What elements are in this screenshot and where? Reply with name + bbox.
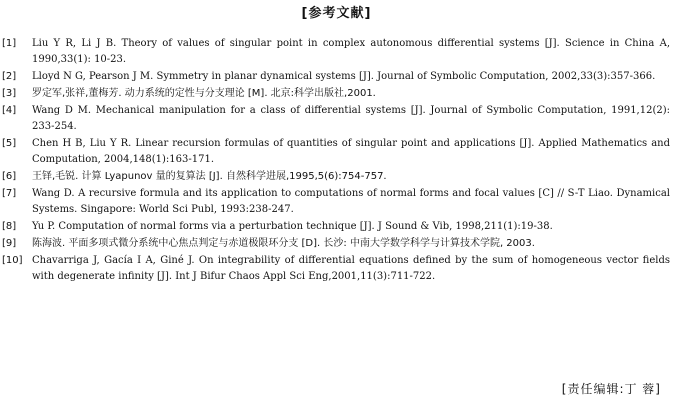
reference-text: Lloyd N G, Pearson J M. Symmetry in planar dynamical systems [J]. Journal of Symbolic Computation, 2002,33(3):357-366. [32, 71, 656, 82]
reference-text: Yu P. Computation of normal forms via a perturbation technique [J]. J Sound & Vib, 1998,211(1):19-38. [32, 221, 553, 232]
reference-item [2, 86, 670, 102]
reference-number: [5] [2, 138, 17, 149]
reference-item [2, 103, 670, 135]
reference-number: [3] [2, 88, 17, 99]
reference-number: [2] [2, 71, 17, 82]
reference-text: Chen H B, Liu Y R. Linear recursion formulas of quantities of singular point and applications [J]. Applied Mathematics and Computation, 2004,148(1):163-171. [32, 138, 670, 165]
reference-list [2, 36, 670, 286]
reference-number: [10] [2, 255, 23, 266]
reference-item [2, 236, 670, 252]
reference-item [2, 36, 670, 68]
reference-text: 罗定军,张祥,董梅芳. 动力系统的定性与分支理论 [M]. 北京:科学出版社,2001. [32, 88, 376, 99]
references-heading: [参考文献] [301, 6, 372, 21]
reference-text: Liu Y R, Li J B. Theory of values of singular point in complex autonomous differential systems [J]. Science in China A, 1990,33(1): 10-23. [32, 38, 670, 65]
reference-item [2, 186, 670, 218]
reference-item [2, 253, 670, 285]
reference-text: 陈海波. 平面多项式微分系统中心焦点判定与赤道极限环分支 [D]. 长沙: 中南大学数学科学与计算技术学院, 2003. [32, 238, 535, 249]
reference-text: Wang D. A recursive formula and its application to computations of normal forms and focal values [C] // S-T Liao. Dynamical Systems. Singapore: World Sci Publ, 1993:238-247. [32, 188, 670, 215]
reference-number: [6] [2, 171, 17, 182]
reference-item [2, 219, 670, 235]
reference-number: [8] [2, 221, 17, 232]
reference-number: [4] [2, 105, 17, 116]
reference-text: Chavarriga J, Gacía I A, Giné J. On integrability of differential equations defined by the sum of homogeneous vector fields with degenerate infinity [J]. Int J Bifur Chaos Appl Sci Eng,2001,11(3):711-722. [32, 255, 670, 282]
reference-text: Wang D M. Mechanical manipulation for a class of differential systems [J]. Journal of Symbolic Computation, 1991,12(2): 233-254. [32, 105, 670, 132]
reference-item [2, 69, 670, 85]
reference-item [2, 169, 670, 185]
reference-number: [7] [2, 188, 17, 199]
reference-number: [1] [2, 38, 17, 49]
reference-item [2, 136, 670, 168]
responsible-editor: [责任编辑:丁 蓉] [561, 382, 661, 396]
reference-number: [9] [2, 238, 17, 249]
reference-text: 王铎,毛锐. 计算 Lyapunov 量的复算法 [J]. 自然科学进展,1995,5(6):754-757. [32, 171, 387, 182]
